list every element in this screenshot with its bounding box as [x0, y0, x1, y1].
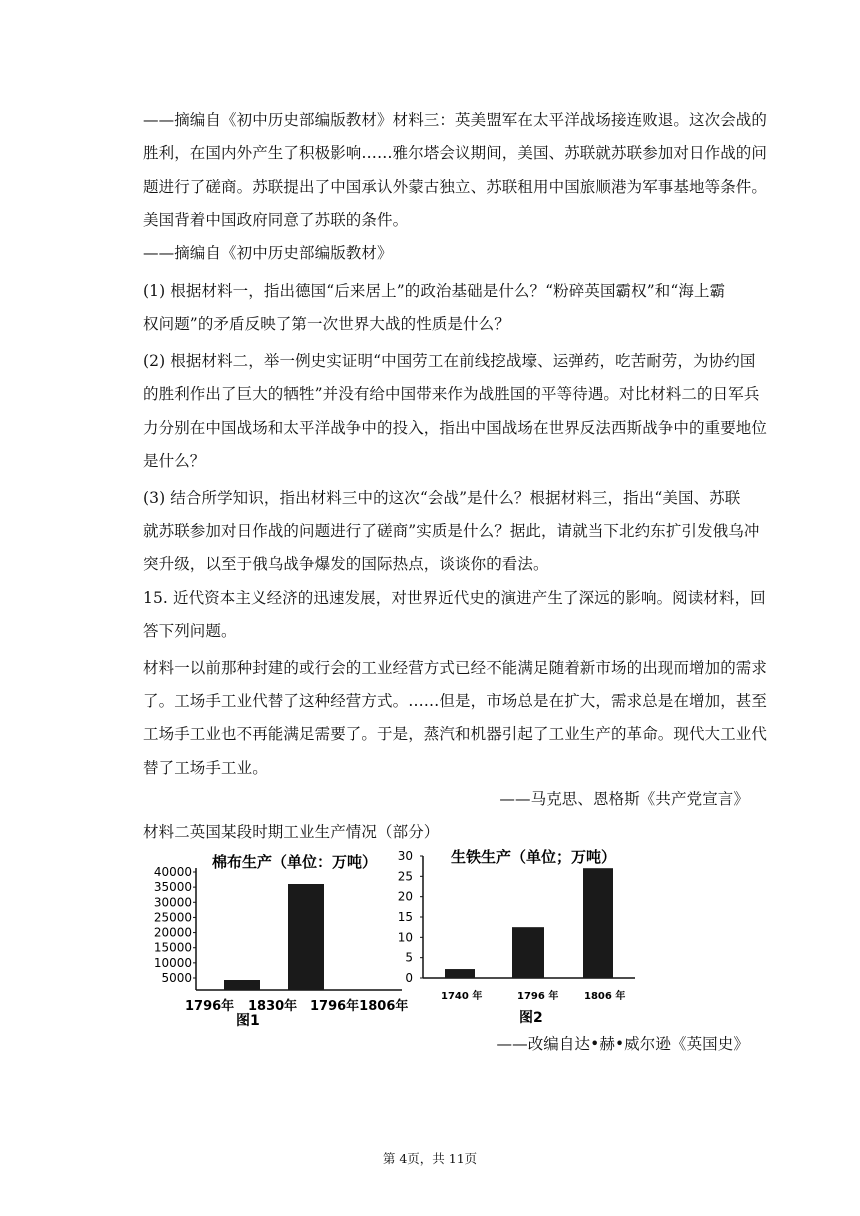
chart2-bar — [583, 868, 613, 978]
text-line: 胜利，在国内外产生了积极影响……雅尔塔会议期间，美国、苏联就苏联参加对日作战的问 — [143, 144, 768, 162]
text-line: (1) 根据材料一，指出德国“后来居上”的政治基础是什么？“粉碎英国霸权”和“海上霸 — [143, 282, 726, 300]
chart1-ytick-label: 10000 — [153, 955, 192, 970]
chart1-figure-label: 图1 — [236, 1013, 260, 1029]
text-line: 美国背着中国政府同意了苏联的条件。 — [143, 211, 409, 229]
chart2-figure-label: 图2 — [519, 1010, 543, 1026]
text-line: 材料一以前那种封建的或行会的工业经营方式已经不能满足随着新市场的出现而增加的需求 — [143, 659, 768, 677]
chart2-ytick-label: 10 — [397, 930, 413, 945]
pig-iron-production-chart — [395, 848, 655, 1028]
cotton-production-chart — [140, 848, 410, 1028]
chart2-title: 生铁生产（单位；万吨） — [451, 848, 617, 866]
chart2-bar — [445, 969, 475, 978]
text-line: 的胜利作出了巨大的牺牲”并没有给中国带来作为战胜国的平等待遇。对比材料二的日军兵 — [143, 385, 760, 403]
chart2-ytick-label: 0 — [405, 971, 413, 985]
chart2-ytick-label: 30 — [397, 849, 413, 863]
text-line: 是什么？ — [143, 452, 206, 470]
chart2-bar — [512, 927, 544, 978]
chart1-ytick-label: 40000 — [153, 865, 192, 879]
material2-caption: 材料二英国某段时期工业生产情况（部分） — [143, 823, 440, 841]
text-line: 15. 近代资本主义经济的迅速发展，对世界近代史的演进产生了深远的影响。阅读材料，回 — [143, 589, 766, 607]
chart1-bar — [224, 980, 260, 990]
chart1-x-label: 1830年 — [248, 999, 298, 1014]
chart-source: ——改编自达•赫•威尔逊《英国史》 — [496, 1035, 749, 1053]
chart2-ytick-label: 20 — [397, 889, 413, 904]
text-line: 工场手工业也不再能满足需要了。于是，蒸汽和机器引起了工业生产的革命。现代大工业代 — [143, 725, 768, 743]
chart2-x-label: 1796 年 — [517, 991, 559, 1002]
chart1-ytick-label: 20000 — [153, 925, 192, 940]
page-footer: 第 4页，共 11页 — [382, 1151, 478, 1166]
chart2-ytick-label: 15 — [397, 910, 413, 924]
chart2-x-label: 1806 年 — [584, 991, 626, 1002]
text-line: (3) 结合所学知识，指出材料三中的这次“会战”是什么？根据材料三，指出“美国、苏联 — [143, 489, 741, 507]
chart1-x-label: 1796年 — [185, 999, 235, 1014]
quote-source: ——马克思、恩格斯《共产党宣言》 — [499, 790, 749, 808]
chart1-x-label: 1796年1806年 — [310, 999, 409, 1014]
chart1-ytick-label: 25000 — [153, 910, 192, 925]
text-line: ——摘编自《初中历史部编版教材》 — [143, 244, 393, 262]
text-line: 力分别在中国战场和太平洋战争中的投入，指出中国战场在世界反法西斯战争中的重要地位 — [143, 419, 768, 437]
text-line: (2) 根据材料二，举一例史实证明“中国劳工在前线挖战壕、运弹药，吃苦耐劳，为协约国 — [143, 352, 756, 370]
chart2-ytick-label: 5 — [405, 950, 413, 965]
chart1-ytick-label: 5000 — [161, 971, 192, 985]
chart2-x-label: 1740 年 — [441, 991, 483, 1002]
chart1-ytick-label: 15000 — [153, 940, 192, 955]
text-line: 突升级，以至于俄乌战争爆发的国际热点，谈谈你的看法。 — [143, 555, 549, 573]
text-line: 题进行了磋商。苏联提出了中国承认外蒙古独立、苏联租用中国旅顺港为军事基地等条件。 — [143, 178, 768, 196]
chart2-ytick-label: 25 — [397, 869, 413, 884]
text-line: 答下列问题。 — [143, 622, 237, 640]
chart1-bar — [288, 884, 324, 990]
text-line: 权问题”的矛盾反映了第一次世界大战的性质是什么？ — [143, 315, 510, 333]
chart1-ytick-label: 35000 — [153, 880, 192, 895]
chart1-title: 棉布生产（单位：万吨） — [212, 853, 378, 871]
chart1-ytick-label: 30000 — [153, 895, 192, 910]
text-line: 就苏联参加对日作战的问题进行了磋商”实质是什么？据此，请就当下北约东扩引发俄乌冲 — [143, 522, 760, 540]
text-line: 了。工场手工业代替了这种经营方式。……但是，市场总是在扩大，需求总是在增加，甚至 — [143, 692, 768, 710]
text-line: 替了工场手工业。 — [143, 759, 268, 777]
text-line: ——摘编自《初中历史部编版教材》材料三：英美盟军在太平洋战场接连败退。这次会战的 — [143, 111, 768, 129]
